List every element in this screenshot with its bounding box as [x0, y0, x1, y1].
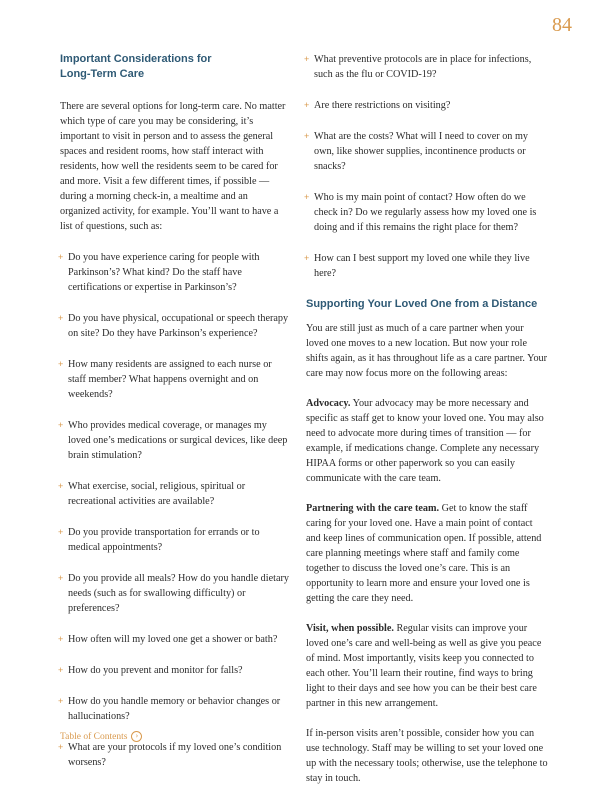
table-of-contents-link[interactable]	[60, 731, 142, 742]
plus-bullet-icon: +	[304, 54, 310, 64]
advocacy-paragraph: Advocacy. Your advocacy may be more necessary and specific as staff get to know your loved one. You may also need to advocate more during times of transition — for example, if medications change. Complete any necessary HIPAA forms or other paperwork so you can easily communicate with the care team.	[306, 398, 544, 484]
plus-bullet-icon: +	[58, 252, 64, 262]
plus-bullet-icon: +	[304, 100, 310, 110]
right-column	[306, 52, 548, 801]
list-item: + Do you have physical, occupational or speech therapy on site? Do they have Parkinson’s experience?	[58, 313, 289, 339]
list-item: + What are the costs? What will I need to cover on my own, like shower supplies, incontinence products or snacks?	[304, 131, 528, 172]
partnering-title: Partnering with the care team.	[306, 503, 440, 514]
plus-bullet-icon: +	[58, 313, 64, 323]
heading-line-1: Important Considerations for	[60, 53, 212, 65]
list-item: + How often will my loved one get a shower or bath?	[58, 634, 278, 645]
list-item: + What exercise, social, religious, spiritual or recreational activities are available?	[58, 481, 246, 507]
list-item: + How many residents are assigned to each nurse or staff member? What happens overnight and on weekends?	[58, 359, 272, 400]
toc-label: Table of Contents	[60, 731, 128, 742]
question-list-left	[60, 250, 290, 770]
plus-bullet-icon: +	[304, 192, 310, 202]
left-column	[60, 52, 290, 786]
plus-bullet-icon: +	[58, 665, 64, 675]
plus-bullet-icon: +	[304, 131, 310, 141]
list-item: + Do you provide all meals? How do you handle dietary needs (such as for swallowing difficulty) or preferences?	[58, 573, 289, 614]
distance-intro-paragraph: You are still just as much of a care partner when your loved one moves to a new location. But now your role shifts again, as it has throughout life as a care partner. Your care may now focus more on the following areas:	[306, 323, 548, 379]
question-list-right	[306, 52, 548, 281]
list-item: + How do you prevent and monitor for falls?	[58, 665, 243, 676]
plus-bullet-icon: +	[58, 696, 64, 706]
list-item: + Who is my main point of contact? How often do we check in? Do we regularly assess how my loved one is doing and if this remains the right place for them?	[304, 192, 537, 233]
plus-bullet-icon: +	[58, 359, 64, 369]
plus-bullet-icon: +	[58, 634, 64, 644]
list-item: + What are your protocols if my loved one’s condition worsens?	[58, 742, 282, 768]
plus-bullet-icon: +	[58, 573, 64, 583]
arrow-circle-icon: ›	[131, 731, 142, 742]
visit-title: Visit, when possible.	[306, 623, 394, 634]
visit-paragraph: Visit, when possible. Regular visits can improve your loved one’s care and well-being as well as give you peace of mind. Most importantly, visits keep you connected to each other. You’ll learn their routine, find ways to bring light to their days and see how you can be their best care partner in this new arrangement.	[306, 623, 542, 709]
plus-bullet-icon: +	[58, 742, 64, 752]
list-item: + Who provides medical coverage, or manages my loved one’s medications or surgical devices, like deep brain stimulation?	[58, 420, 288, 461]
list-item: + How can I best support my loved one while they live here?	[304, 253, 530, 279]
list-item: + How do you handle memory or behavior changes or hallucinations?	[58, 696, 281, 722]
section-heading-distance: Supporting Your Loved One from a Distance	[306, 298, 538, 310]
list-item: + Are there restrictions on visiting?	[304, 100, 451, 111]
list-item: + What preventive protocols are in place for infections, such as the flu or COVID-19?	[304, 54, 532, 80]
heading-line-2: Long-Term Care	[60, 68, 145, 80]
plus-bullet-icon: +	[58, 527, 64, 537]
plus-bullet-icon: +	[58, 481, 64, 491]
closing-paragraph: If in-person visits aren’t possible, consider how you can use technology. Staff may be willing to set your loved one up with the necessary tools; otherwise, use the telephone to stay in touch.	[306, 728, 548, 784]
list-item: + Do you provide transportation for errands or to medical appointments?	[58, 527, 260, 553]
plus-bullet-icon: +	[58, 420, 64, 430]
advocacy-title: Advocacy.	[306, 398, 351, 409]
plus-bullet-icon: +	[304, 253, 310, 263]
page-number: 84	[552, 14, 572, 36]
section-heading-long-term-care	[60, 52, 290, 82]
list-item: + Do you have experience caring for people with Parkinson’s? What kind? Do the staff have certifications or expertise in Parkinson’s?	[58, 252, 260, 293]
intro-paragraph: There are several options for long-term care. No matter which type of care you may be considering, it’s important to visit in person and to assess the general spaces and resident rooms, how staff interact with residents, how well the residents seem to be cared for and more. Visit a few different times, if possible — during a morning check-in, a mealtime and an organized activity, for example. You’ll want to have a list of questions, such as:	[60, 101, 286, 232]
partnering-paragraph: Partnering with the care team. Get to know the staff caring for your loved one. Have a main point of contact and keep lines of communication open. If possible, attend care planning meetings where staff and family come together to discuss the loved one’s care. This is an opportunity to learn more and ensure your loved one is getting the care they need.	[306, 503, 542, 604]
